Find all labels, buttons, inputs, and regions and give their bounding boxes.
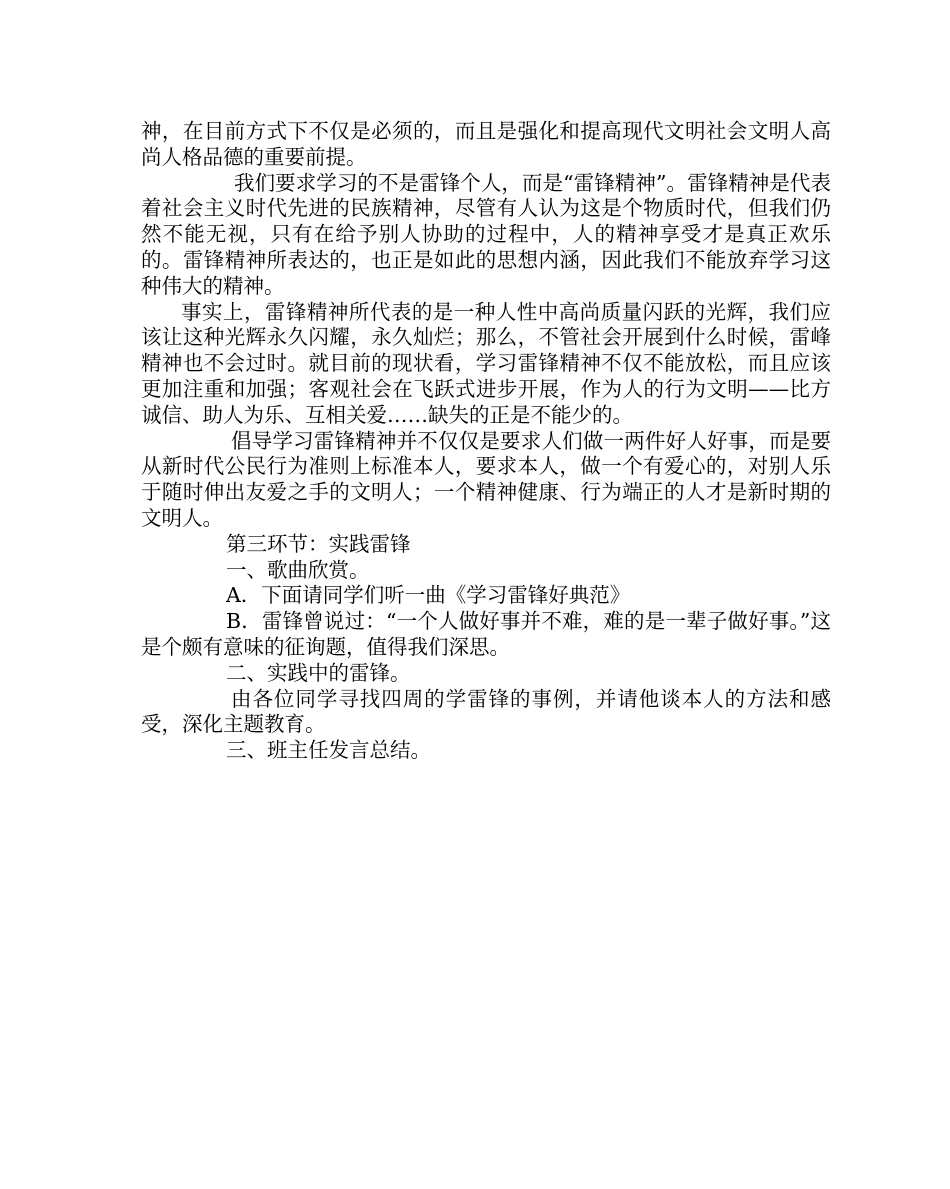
section-heading-practice: 第三环节：实践雷锋 — [226, 531, 411, 556]
list-item-summary: 三、班主任发言总结。 — [226, 738, 431, 763]
paragraph-student-examples: 由各位同学寻找四周的学雷锋的事例，并请他谈本人的方法和感受，深化主题教育。 — [141, 686, 831, 737]
list-item-a: A．下面请同学们听一曲《学习雷锋好典范》 — [226, 583, 631, 608]
paragraph-advocacy: 倡导学习雷锋精神并不仅仅是要求人们做一两件好人好事，而是要从新时代公民行为准则上标准本人，要求本人，做一个有爱心的，对别人乐于随时伸出友爱之手的文明人；一个精神健康、行为端正的人才是新时期的文明人。 — [141, 428, 831, 530]
document-body — [141, 119, 831, 764]
paragraph-human-brilliance: 事实上，雷锋精神所代表的是一种人性中高尚质量闪跃的光辉，我们应该让这种光辉永久闪耀，永久灿烂；那么，不管社会开展到什么时候，雷峰精神也不会过时。就目前的现状看，学习雷锋精神不仅不能放松，而且应该更加注重和加强；客观社会在飞跃式进步开展，作为人的行为文明——比方诚信、助人为乐、互相关爱……缺失的正是不能少的。 — [141, 299, 831, 427]
list-item-practice: 二、实践中的雷锋。 — [226, 660, 411, 685]
list-item-song: 一、歌曲欣赏。 — [226, 557, 370, 582]
paragraph-lei-feng-spirit: 我们要求学习的不是雷锋个人，而是“雷锋精神”。雷锋精神是代表着社会主义时代先进的民族精神，尽管有人认为这是个物质时代，但我们仍然不能无视，只有在给予别人协助的过程中，人的精神享受才是真正欢乐的。雷锋精神所表达的，也正是如此的思想内涵，因此我们不能放弃学习这种伟大的精神。 — [141, 170, 831, 298]
paragraph-intro-continued: 神，在目前方式下不仅是必须的，而且是强化和提高现代文明社会文明人高尚人格品德的重要前提。 — [141, 119, 831, 169]
list-item-b: B．雷锋曾说过：“一个人做好事并不难，难的是一辈子做好事。”这是个颇有意味的征询题，值得我们深思。 — [141, 609, 831, 659]
